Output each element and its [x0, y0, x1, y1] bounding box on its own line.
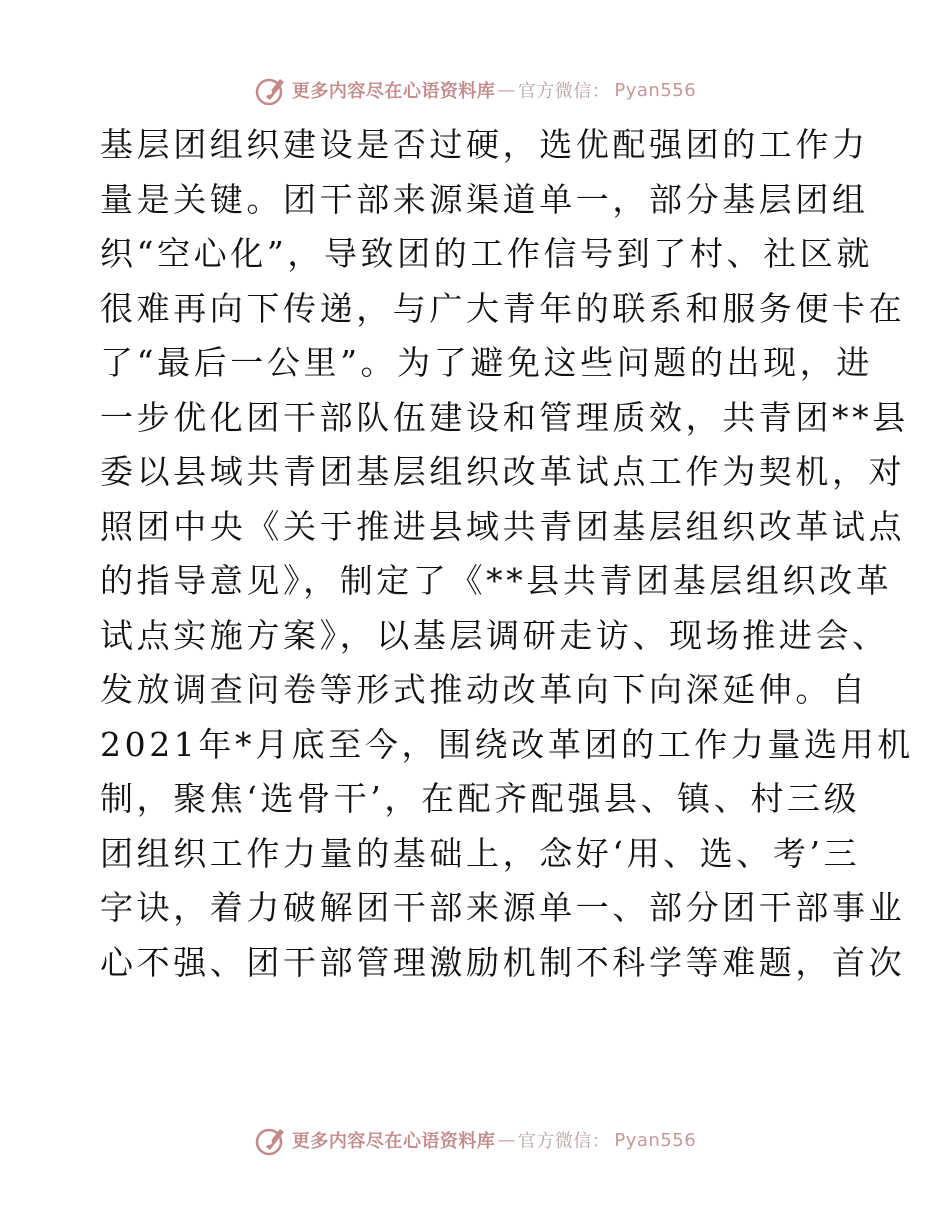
- watermark-label: 官方微信：: [517, 1131, 611, 1152]
- text-line: 制，聚焦‘选骨干’，在配齐配强县、镇、村三级: [100, 779, 861, 818]
- watermark-brand: 更多内容尽在心语资料库: [291, 1131, 496, 1152]
- document-paragraph: [100, 118, 914, 990]
- watermark-id: Pyan556: [614, 1129, 697, 1151]
- pen-nib-circle-icon: [254, 1123, 288, 1157]
- text-line: 字诀，着力破解团干部来源单一、部分团干部事业: [100, 888, 906, 927]
- text-line: 很难再向下传递，与广大青年的联系和服务便卡在: [100, 288, 906, 328]
- pen-nib-circle-icon: [254, 73, 288, 107]
- watermark-brand: 更多内容尽在心语资料库: [291, 81, 496, 102]
- watermark-header: [0, 70, 950, 110]
- text-line: 基层团组织建设是否过硬，选优配强团的工作力: [100, 125, 869, 164]
- text-line: 发放调查问卷等形式推动改革向下向深延伸。自: [100, 670, 869, 709]
- text-line: 照团中央《关于推进县域共青团基层组织改革试点: [100, 506, 906, 546]
- text-line: 试点实施方案》，以基层调研走访、现场推进会、: [100, 615, 889, 655]
- text-line: 的指导意见》，制定了《**县共青团基层组织改革: [100, 561, 893, 600]
- text-line: 团组织工作力量的基础上，念好‘用、选、考’三: [100, 833, 861, 873]
- text-line: 量是关键。团干部来源渠道单一，部分基层团组: [100, 179, 869, 219]
- text-line: 织“空心化”，导致团的工作信号到了村、社区就: [100, 234, 873, 273]
- text-line: 2021年*月底至今，围绕改革团的工作力量选用机: [100, 724, 914, 764]
- watermark-dash: —: [497, 79, 516, 101]
- watermark-label: 官方微信：: [517, 81, 611, 102]
- text-line: 心不强、团干部管理激励机制不科学等难题，首次: [100, 942, 906, 982]
- watermark-dash: —: [497, 1129, 516, 1151]
- watermark-id: Pyan556: [614, 79, 697, 101]
- watermark-footer: [0, 1120, 950, 1160]
- text-line: 一步优化团干部队伍建设和管理质效，共青团**县: [100, 397, 909, 437]
- text-line: 委以县域共青团基层组织改革试点工作为契机，对: [100, 452, 906, 491]
- text-line: 了“最后一公里”。为了避免这些问题的出现，进: [100, 343, 873, 382]
